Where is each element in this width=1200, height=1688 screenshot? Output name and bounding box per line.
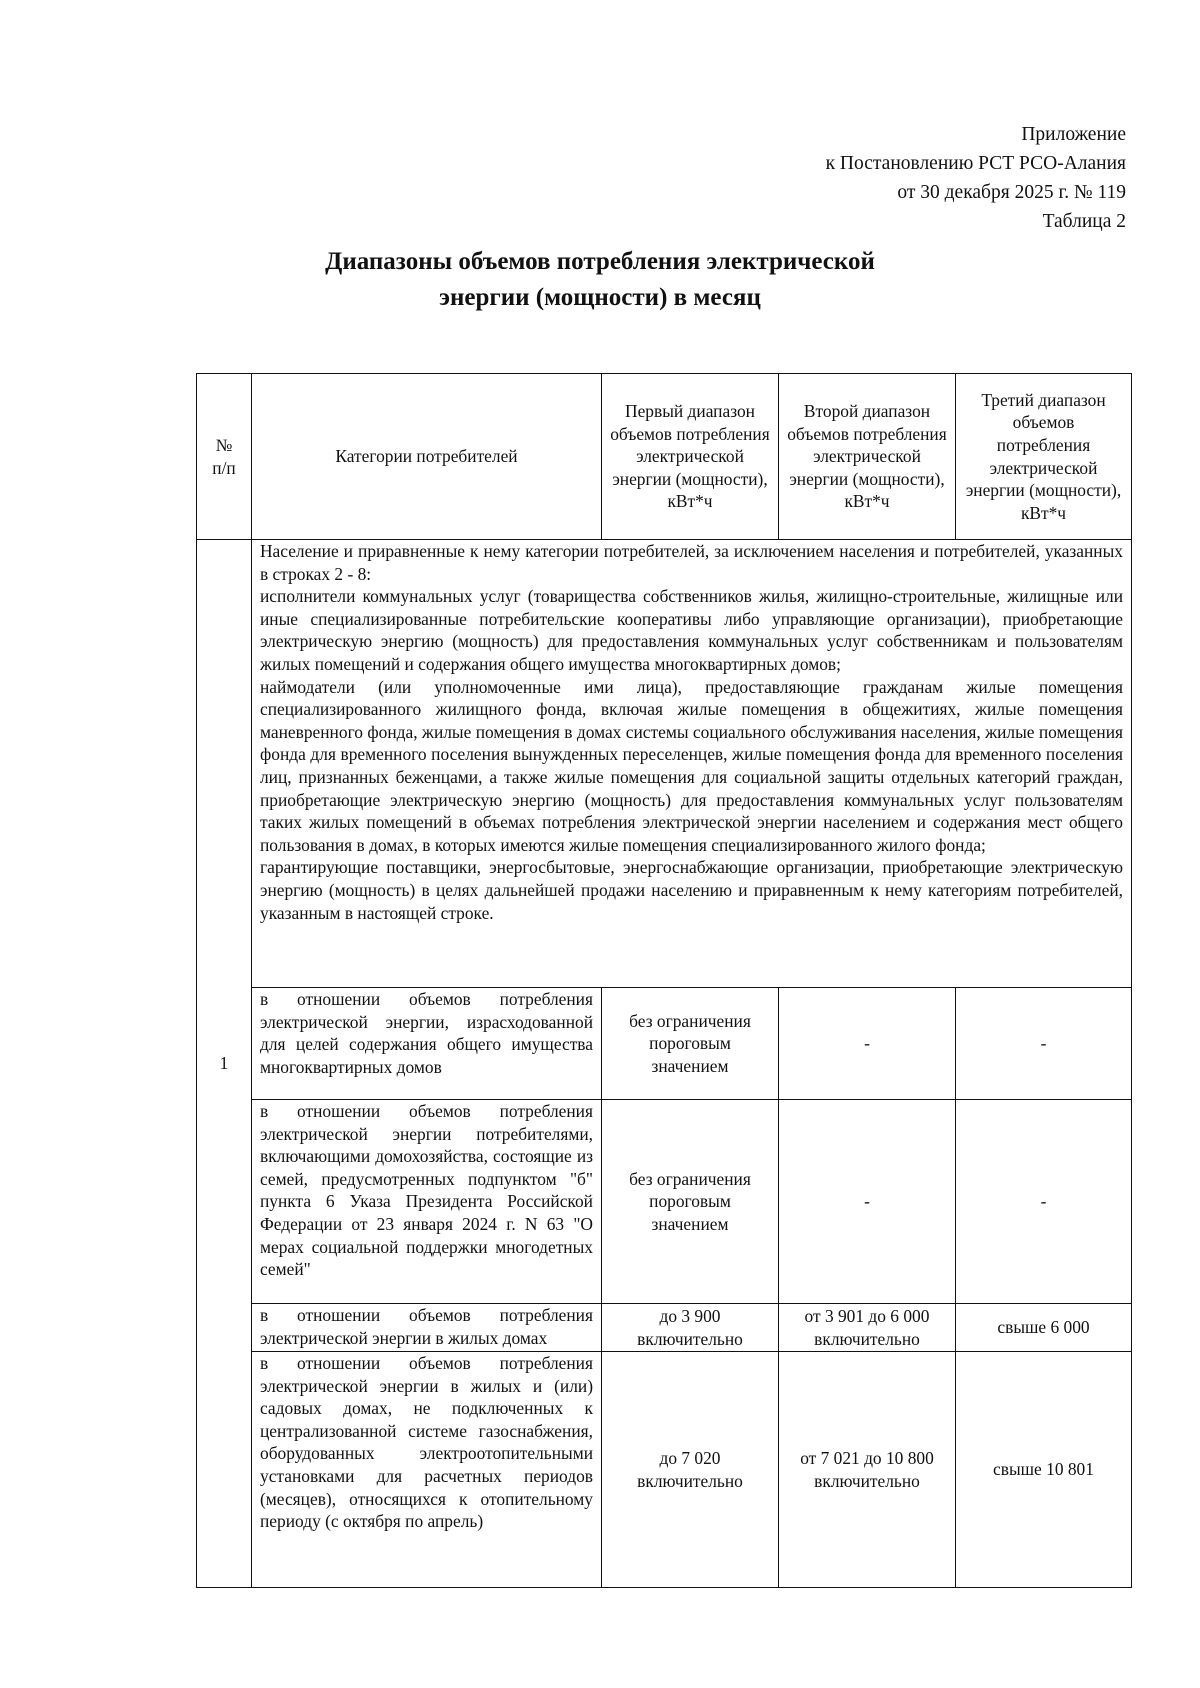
header-range-1: Первый диапазон объемов потребления электрической энергии (мощности), кВт*ч xyxy=(602,374,779,540)
header-num: № п/п xyxy=(197,374,252,540)
appendix-line: от 30 декабря 2025 г. № 119 xyxy=(897,182,1126,203)
range-1-cell: без ограничения пороговым значением xyxy=(602,1100,779,1304)
range-3-cell: свыше 10 801 xyxy=(956,1352,1132,1588)
header-range-3: Третий диапазон объемов потребления электрической энергии (мощности), кВт*ч xyxy=(956,374,1132,540)
title-line-1: Диапазоны объемов потребления электрической xyxy=(325,248,875,275)
range-1-cell: до 7 020 включительно xyxy=(602,1352,779,1588)
category-cell: в отношении объемов потребления электрической энергии потребителями, включающими домохозяйства, состоящие из семей, предусмотренных подпунктом "б" пункта 6 Указа Президента Российской Федерации от 23 января 2024 г. N 63 "О мерах социальной поддержки многодетных семей" xyxy=(252,1100,602,1304)
intro-paragraph: гарантирующие поставщики, энергосбытовые, энергоснабжающие организации, приобретающие электрическую энергию (мощность) в целях дальнейшей продажи населению и приравненным к нему категориям потребителей, указанным в настоящей строке. xyxy=(260,857,1123,923)
header-category: Категории потребителей xyxy=(252,374,602,540)
appendix-line: к Постановлению РСТ РСО-Алания xyxy=(825,153,1126,174)
category-cell: в отношении объемов потребления электрической энергии в жилых домах xyxy=(252,1304,602,1352)
intro-paragraph: исполнители коммунальных услуг (товарищества собственников жилья, жилищно-строительные, жилищные или иные специализированные потребительские кооперативы либо управляющие организации), приобретающие электрическую энергию (мощность) для предоставления коммунальных услуг собственникам и пользователям жилых помещений и содержания общего имущества многоквартирных домов; xyxy=(260,586,1123,674)
appendix-line: Таблица 2 xyxy=(1042,211,1126,232)
range-3-cell: - xyxy=(956,1100,1132,1304)
range-2-cell: от 7 021 до 10 800 включительно xyxy=(779,1352,956,1588)
document-title xyxy=(190,244,1010,316)
range-1-cell: до 3 900 включительно xyxy=(602,1304,779,1352)
intro-cell xyxy=(252,540,1132,988)
table-row xyxy=(197,1100,1132,1304)
intro-paragraph: наймодатели (или уполномоченные ими лица), предоставляющие гражданам жилые помещения специализированного жилищного фонда, включая жилые помещения в общежитиях, жилые помещения маневренного фонда, жилые помещения в домах системы социального обслуживания населения, жилые помещения фонда для временного поселения вынужденных переселенцев, жилые помещения фонда для временного поселения лиц, признанных беженцами, а также жилые помещения для социальной защиты отдельных категорий граждан, приобретающие электрическую энергию (мощность) для предоставления коммунальных услуг пользователям таких жилых помещений в объемах потребления электрической энергии населением и содержания мест общего пользования в домах, в которых имеются жилые помещения специализированного жилого фонда; xyxy=(260,676,1123,855)
range-2-cell: от 3 901 до 6 000 включительно xyxy=(779,1304,956,1352)
range-1-cell: без ограничения пороговым значением xyxy=(602,988,779,1100)
appendix-line: Приложение xyxy=(1021,124,1126,145)
consumption-ranges-table xyxy=(196,373,1132,1588)
row-number: 1 xyxy=(197,540,252,1588)
range-2-cell: - xyxy=(779,988,956,1100)
intro-paragraph: Население и приравненные к нему категории потребителей, за исключением населения и потребителей, указанных в строках 2 - 8: xyxy=(260,541,1123,584)
table-row xyxy=(197,988,1132,1100)
header-range-2: Второй диапазон объемов потребления электрической энергии (мощности), кВт*ч xyxy=(779,374,956,540)
appendix-block xyxy=(626,120,1126,236)
table-row xyxy=(197,1304,1132,1352)
table-row xyxy=(197,1352,1132,1588)
range-3-cell: свыше 6 000 xyxy=(956,1304,1132,1352)
range-3-cell: - xyxy=(956,988,1132,1100)
category-cell: в отношении объемов потребления электрической энергии в жилых и (или) садовых домах, не подключенных к централизованной системе газоснабжения, оборудованных электроотопительными установками для расчетных периодов (месяцев), относящихся к отопительному периоду (с октября по апрель) xyxy=(252,1352,602,1588)
header-row xyxy=(197,374,1132,540)
intro-row xyxy=(197,540,1132,988)
title-line-2: энергии (мощности) в месяц xyxy=(439,284,761,311)
range-2-cell: - xyxy=(779,1100,956,1304)
category-cell: в отношении объемов потребления электрической энергии, израсходованной для целей содержания общего имущества многоквартирных домов xyxy=(252,988,602,1100)
